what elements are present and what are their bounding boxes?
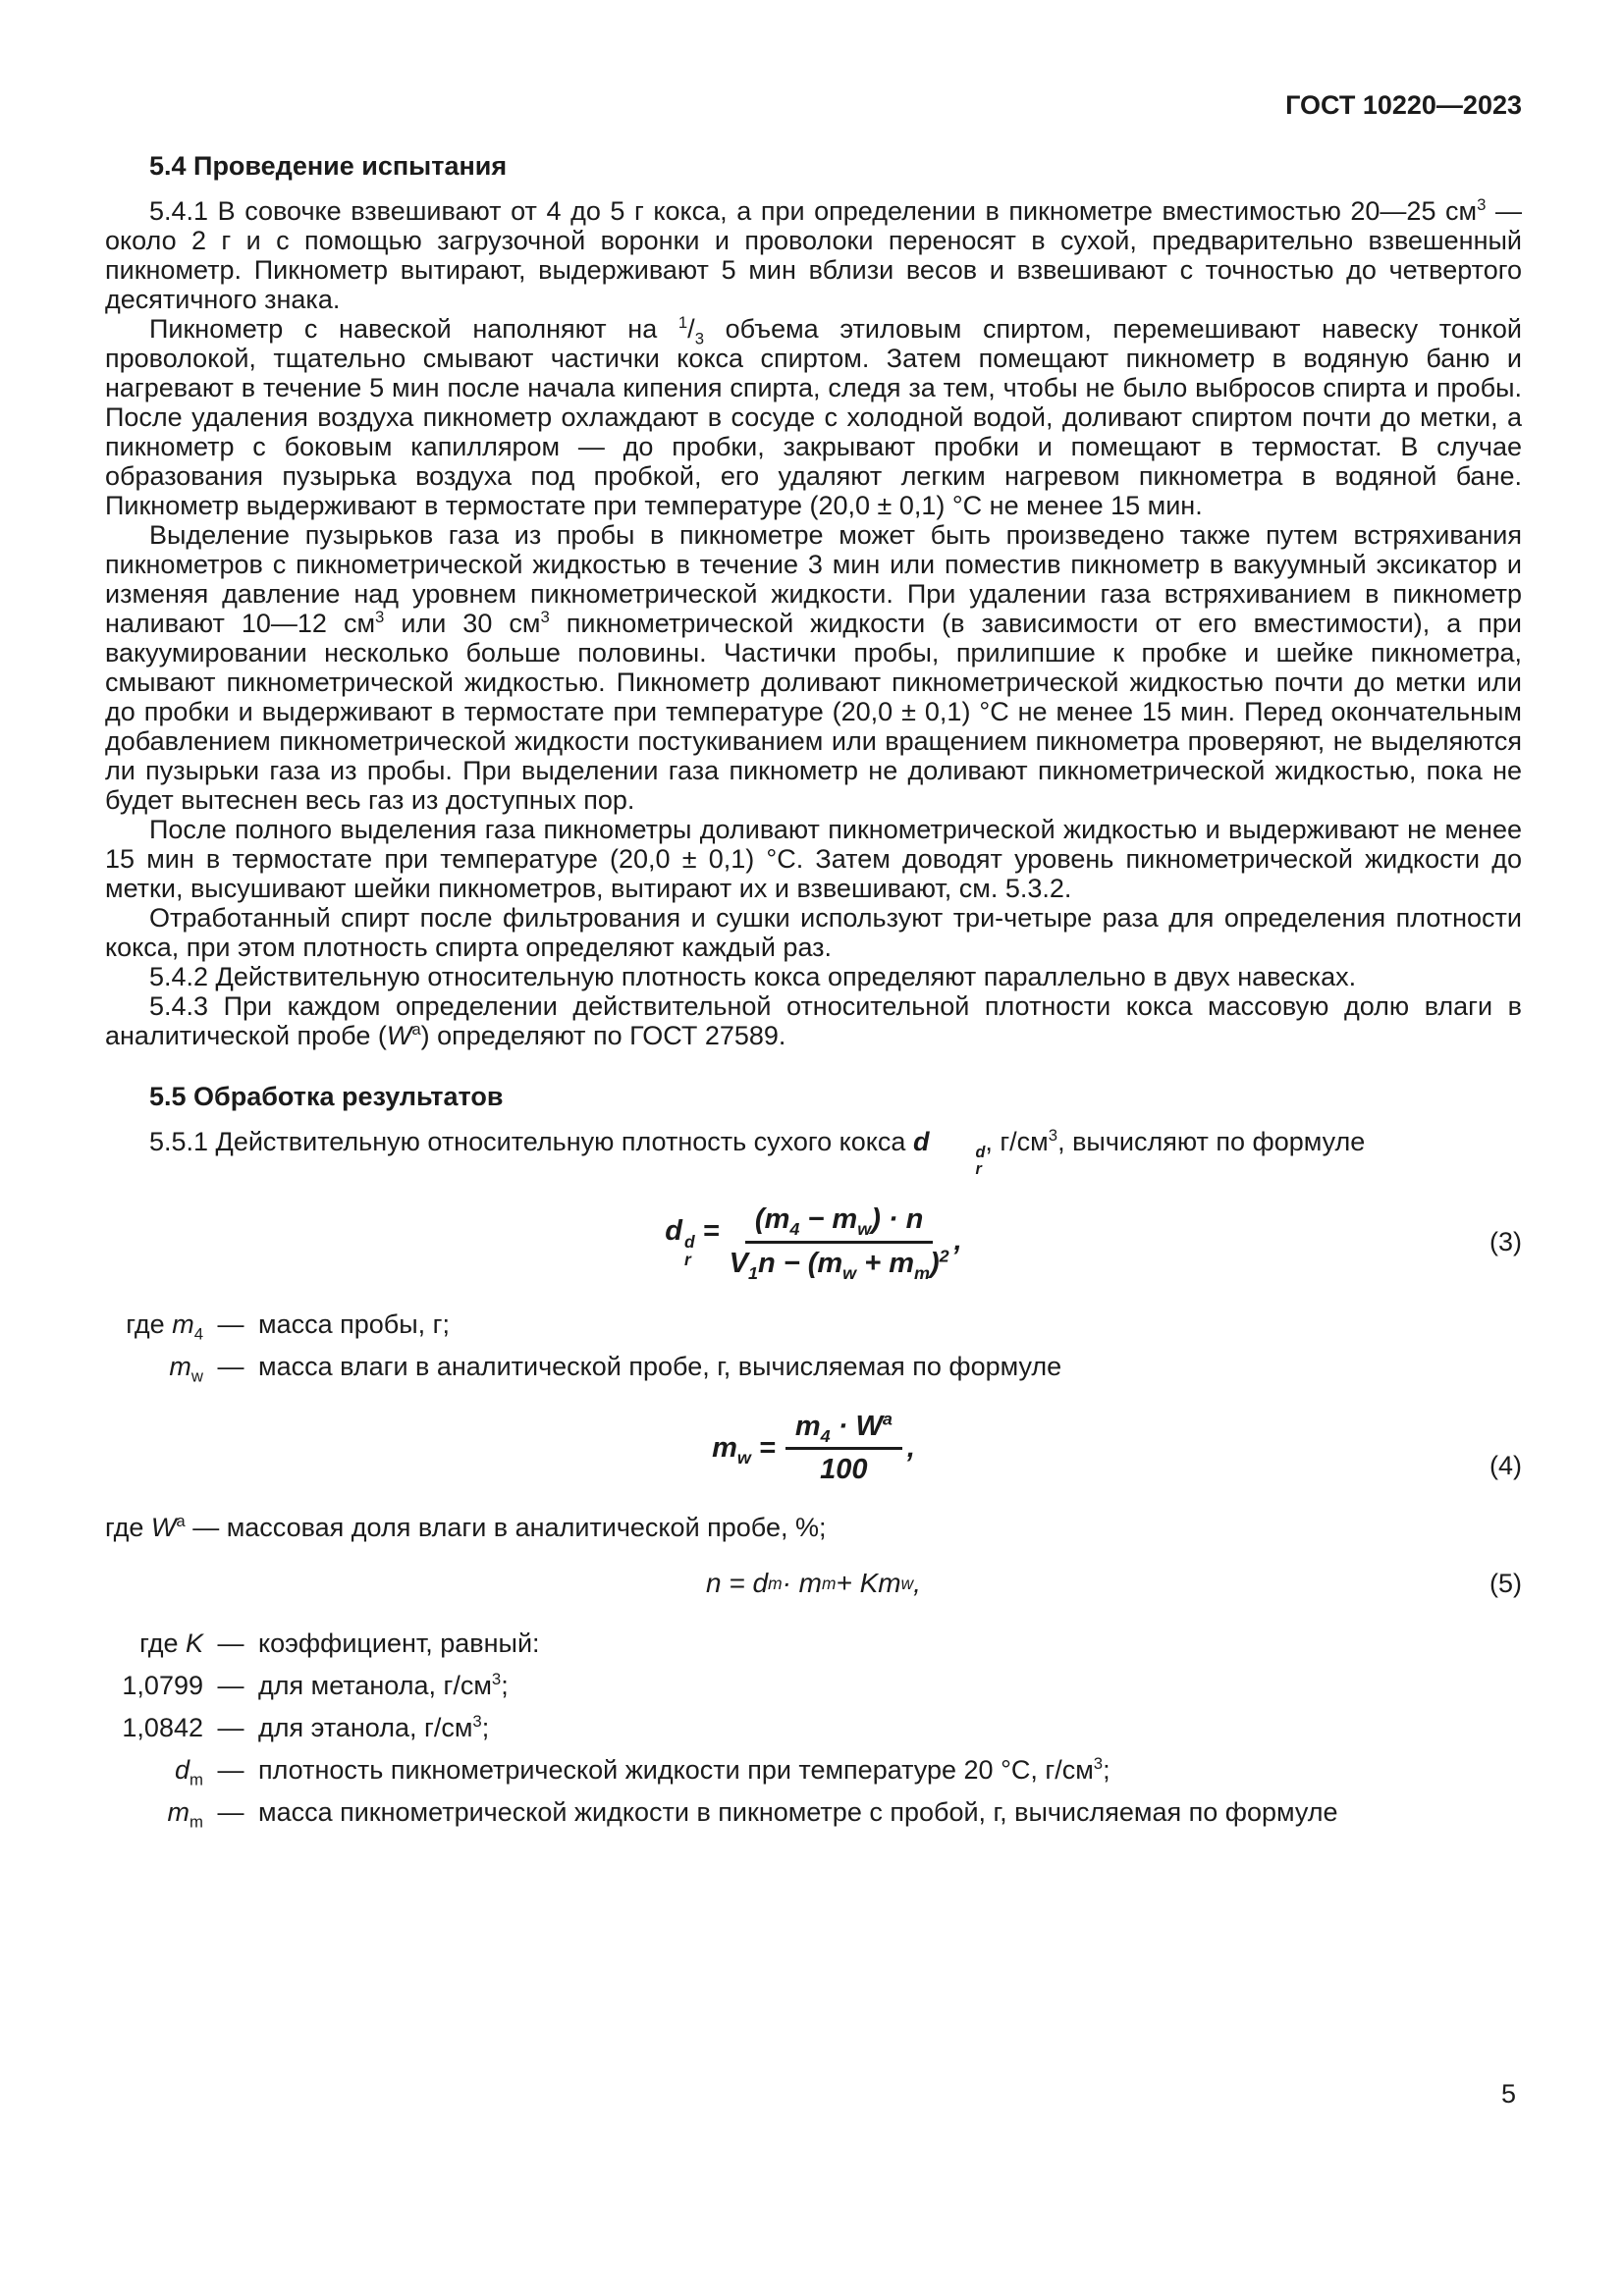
where-term: $m_w$ bbox=[169, 1351, 203, 1386]
formula-4-lhs: $m_w$ = bbox=[712, 1432, 776, 1468]
paragraph-5-4-1-cont-1: Пикнометр с навеской наполняют на $^1/_3$ объема этиловым спиртом, перемешивают навеску тонкой проволокой, тщательно смывают частички кокса спиртом. Затем помещают пикнометр в водяную баню и нагревают в течение 5 мин после начала кипения спирта, следя за тем, чтобы не было выбросов спирта и пробы. После удаления воздуха пикнометр охлаждают в сосуде с холодной водой, доливают спиртом почти до метки, а пикнометр с боковым капилляром — до пробки, закрывают пробки и помещают в термостат. В случае образования пузырька воздуха под пробкой, его удаляют легким нагревом пикнометра в водяной бане. Пикнометр выдерживают в термостате при температуре (20,0 ± 0,1) °С не менее 15 мин. bbox=[105, 313, 1522, 520]
where-dash: — bbox=[217, 1670, 244, 1700]
where-list-formula-5 bbox=[105, 1628, 1522, 1832]
paragraph-5-4-3: 5.4.3 При каждом определении действительной относительной плотности кокса массовую долю влаги в аналитической пробе $(W^a)$ определяют по ГОСТ 27589. bbox=[105, 991, 1522, 1050]
formula-5 bbox=[105, 1568, 1522, 1599]
formula-4-suffix: , bbox=[906, 1432, 915, 1465]
where-description: масса влаги в аналитической пробе, г, вычисляемая по формуле bbox=[258, 1351, 1062, 1381]
where-dash: — bbox=[217, 1628, 244, 1658]
where-dash: — bbox=[217, 1796, 244, 1827]
where-term: $m_m$ bbox=[167, 1796, 203, 1832]
formula-3-numerator: $(m_4 - m_w) \cdot n$ bbox=[745, 1203, 933, 1243]
formula-4-fraction bbox=[785, 1411, 902, 1487]
paragraph-5-4-2: 5.4.2 Действительную относительную плотность кокса определяют параллельно в двух навесках. bbox=[149, 962, 1357, 991]
formula-3 bbox=[105, 1203, 1522, 1283]
formula-3-denominator: $V_1n - (m_w + m_m)^2$ bbox=[729, 1245, 949, 1283]
formula-4-number: (4) bbox=[1489, 1450, 1522, 1480]
formula-4-denominator: 100 bbox=[820, 1454, 868, 1486]
where-description: масса пикнометрической жидкости в пикнометре с пробой, г, вычисляемая по формуле bbox=[258, 1796, 1338, 1827]
page-number: 5 bbox=[1500, 2079, 1516, 2109]
where-dash: — bbox=[217, 1754, 244, 1785]
formula-4-body bbox=[712, 1411, 915, 1487]
page-content bbox=[0, 151, 1624, 1832]
where-dash: — bbox=[217, 1308, 244, 1339]
paragraph-5-4-1-cont-2: Выделение пузырьков газа из пробы в пикнометре может быть произведено также путем встряхивания пикнометров с пикнометрической жидкостью в течение 3 мин или поместив пикнометр в вакуумный эксикатор и изменяя давление над уровнем пикнометрической жидкости. При удалении газа встряхиванием в пикнометр наливают 10—12 $см^3$ или 30 $см^3$ пикнометрической жидкости (в зависимости от его вместимости), а при вакуумировании несколько больше половины. Частички пробы, прилипшие к пробке и шейке пикнометра, смывают пикнометрической жидкостью. Пикнометр доливают пикнометрической жидкостью почти до метки или до пробки и выдерживают в термостате при температуре (20,0 ± 0,1) °С не менее 15 мин. Перед окончательным добавлением пикнометрической жидкости постукиванием или вращением пикнометра проверяют, не выделяются ли пузырьки газа из пробы. При выделении газа пикнометр не доливают пикнометрической жидкостью, пока не будет вытеснен весь газ из доступных пор. bbox=[105, 520, 1522, 815]
formula-3-fraction bbox=[729, 1203, 949, 1283]
where-description: для этанола, $г/см^3$; bbox=[258, 1711, 490, 1742]
formula-3-number: (3) bbox=[1489, 1227, 1522, 1257]
where-term: $d_m$ bbox=[175, 1754, 203, 1789]
where-description: плотность пикнометрической жидкости при температуре 20 °С, $г/см^3$; bbox=[258, 1753, 1110, 1785]
formula-3-suffix: , bbox=[953, 1225, 962, 1257]
where-description: коэффициент, равный: bbox=[258, 1628, 540, 1658]
where-dash: — bbox=[217, 1351, 244, 1381]
paragraph-5-4-1-cont-4: Отработанный спирт после фильтрования и сушки используют три-четыре раза для определения плотности кокса, при этом плотность спирта определяют каждый раз. bbox=[105, 903, 1522, 962]
formula-4-numerator: $m_4 \cdot W^a$ bbox=[785, 1411, 902, 1450]
section-5-4-heading: 5.4 Проведение испытания bbox=[149, 151, 508, 181]
doc-number: ГОСТ 10220—2023 bbox=[1285, 90, 1522, 120]
formula-3-lhs: d d r = bbox=[665, 1214, 720, 1270]
where-term: где K bbox=[139, 1628, 203, 1658]
where-term: 1,0842 bbox=[122, 1712, 203, 1742]
where-term: 1,0799 bbox=[122, 1670, 203, 1700]
where-description: масса пробы, г; bbox=[258, 1308, 450, 1339]
section-5-5-heading: 5.5 Обработка результатов bbox=[149, 1082, 504, 1111]
where-description: для метанола, $г/см^3$; bbox=[258, 1669, 509, 1700]
where-term: где $m_4$ bbox=[126, 1308, 203, 1344]
formula-5-body: n = d m · m m + Km w , bbox=[706, 1567, 921, 1598]
where-formula-4: где $W^a$ — массовая доля влаги в аналитической пробе, %; bbox=[105, 1511, 827, 1542]
where-list-formula-3 bbox=[105, 1308, 1522, 1386]
running-header bbox=[0, 0, 1624, 120]
paragraph-5-4-1-cont-3: После полного выделения газа пикнометры доливают пикнометрической жидкостью и выдерживают не менее 15 мин в термостате при температуре (20,0 ± 0,1) °С. Затем доводят уровень пикнометрической жидкости до метки, высушивают шейки пикнометров, вытирают их и взвешивают, см. 5.3.2. bbox=[105, 815, 1522, 903]
formula-3-body bbox=[665, 1203, 962, 1283]
paragraph-5-4-1: 5.4.1 В совочке взвешивают от 4 до 5 г кокса, а при определении в пикнометре вместимостью 20—25 $см^3$ — около 2 г и с помощью загрузочной воронки и проволоки переносят в сухой, предварительно взвешенный пикнометр. Пикнометр вытирают, выдерживают 5 мин вблизи весов и взвешивают с точностью до четвертого десятичного знака. bbox=[105, 195, 1522, 314]
formula-5-number: (5) bbox=[1489, 1568, 1522, 1598]
where-dash: — bbox=[217, 1712, 244, 1742]
paragraph-5-5-1-intro: 5.5.1 Действительную относительную плотность сухого кокса d d r , $г/см^3$, вычисляют по формуле bbox=[149, 1126, 1366, 1179]
formula-4 bbox=[105, 1411, 1522, 1487]
